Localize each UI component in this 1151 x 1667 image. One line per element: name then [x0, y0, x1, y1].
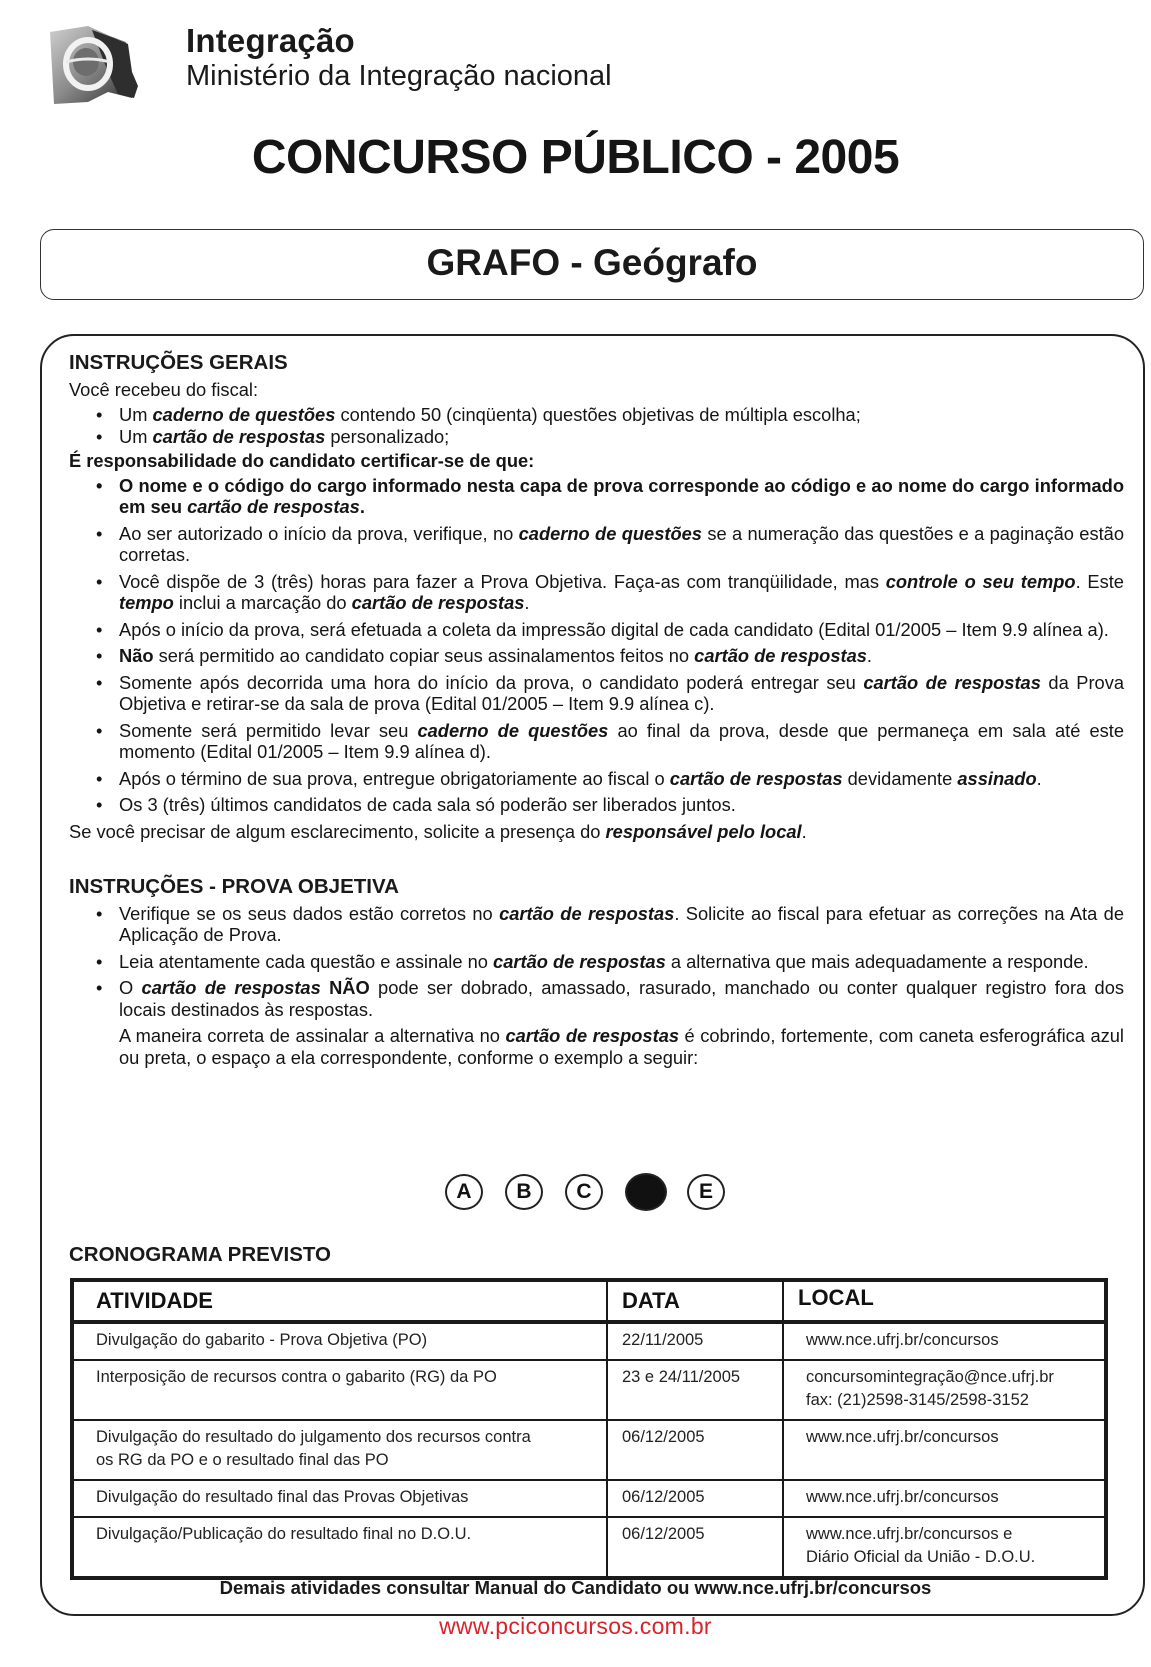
column-header-local: LOCAL	[783, 1280, 1106, 1322]
cell-data: 06/12/2005	[607, 1517, 783, 1578]
flag-logo-icon	[48, 22, 140, 106]
help-note: Se você precisar de algum esclarecimento, solicite a presença do responsável pelo local.	[69, 820, 807, 842]
bubble-a: A	[445, 1174, 483, 1210]
cell-local: www.nce.ufrj.br/concursos	[783, 1480, 1106, 1517]
received-intro: Você recebeu do fiscal:	[69, 378, 259, 400]
cell-atividade: Divulgação do resultado do julgamento dos recursos contra os RG da PO e o resultado final das PO	[72, 1420, 607, 1480]
bullet-icon: •	[96, 474, 103, 496]
received-list	[69, 404, 1124, 447]
cell-local: www.nce.ufrj.br/concursos	[783, 1322, 1106, 1360]
list-item: • Leia atentamente cada questão e assinale no cartão de respostas a alternativa que mais adequadamente a responde.	[96, 950, 1089, 972]
bullet-icon: •	[96, 645, 103, 666]
cell-data: 06/12/2005	[607, 1480, 783, 1517]
bullet-icon: •	[96, 719, 103, 741]
objective-instructions-heading: INSTRUÇÕES - PROVA OBJETIVA	[69, 875, 399, 898]
table-row	[72, 1517, 1106, 1578]
example-answer-bubbles	[445, 1174, 735, 1212]
column-header-data: DATA	[607, 1280, 783, 1322]
table-row	[72, 1480, 1106, 1517]
bullet-icon: •	[96, 977, 103, 998]
objective-list	[69, 903, 1124, 1021]
instructions-content	[69, 352, 1124, 1068]
schedule-heading: CRONOGRAMA PREVISTO	[69, 1243, 331, 1266]
bullet-icon: •	[96, 570, 103, 592]
bullet-icon: •	[96, 404, 103, 425]
bullet-icon: •	[96, 902, 103, 924]
cell-atividade: Divulgação/Publicação do resultado final no D.O.U.	[72, 1517, 607, 1578]
cell-atividade: Divulgação do gabarito - Prova Objetiva (PO)	[72, 1322, 607, 1360]
cell-data: 23 e 24/11/2005	[607, 1360, 783, 1420]
bullet-icon: •	[96, 425, 103, 447]
table-row	[72, 1420, 1106, 1480]
bullet-icon: •	[96, 618, 103, 640]
marking-note: A maneira correta de assinalar a alternativa no cartão de respostas é cobrindo, fortemente, com caneta esferográfica azul ou preta, o espaço a ela correspondente, conforme o exemplo a seguir:	[119, 1025, 1124, 1068]
cell-data: 22/11/2005	[607, 1322, 783, 1360]
list-item: • O cartão de respostas NÃO pode ser dobrado, amassado, rasurado, manchado ou conter qualquer registro fora dos locais destinados às respostas.	[96, 977, 1124, 1020]
watermark-link[interactable]: www.pciconcursos.com.br	[439, 1613, 712, 1639]
cell-atividade: Interposição de recursos contra o gabarito (RG) da PO	[72, 1360, 607, 1420]
cell-local: www.nce.ufrj.br/concursos e Diário Oficial da União - D.O.U.	[806, 1525, 1036, 1566]
schedule-footer-note: Demais atividades consultar Manual do Candidato ou www.nce.ufrj.br/concursos	[219, 1577, 932, 1598]
list-item: • Um caderno de questões contendo 50 (cinqüenta) questões objetivas de múltipla escolha;	[96, 404, 861, 425]
role-title: GRAFO - Geógrafo	[426, 242, 758, 283]
schedule-table	[70, 1278, 1108, 1580]
list-item: • Após o término de sua prova, entregue obrigatoriamente ao fiscal o cartão de respostas devidamente assinado.	[96, 767, 1042, 789]
cell-local: concursomintegração@nce.ufrj.br fax: (21)2598-3145/2598-3152	[783, 1360, 1106, 1420]
bullet-icon: •	[96, 794, 103, 815]
brand-title: Integração	[186, 22, 355, 59]
bullet-icon: •	[96, 522, 103, 544]
bubble-d-filled	[625, 1173, 667, 1211]
cell-data: 06/12/2005	[607, 1420, 783, 1480]
cell-local: www.nce.ufrj.br/concursos	[783, 1420, 1106, 1480]
cell-atividade: Divulgação do resultado final das Provas Objetivas	[72, 1480, 607, 1517]
table-header-row	[72, 1280, 1106, 1322]
bubble-b: B	[505, 1174, 543, 1210]
bubble-e: E	[687, 1174, 725, 1210]
list-item: • Somente será permitido levar seu caderno de questões ao final da prova, desde que permaneça em sala até este momento (Edital 01/2005 – Item 9.9 alínea d).	[96, 719, 1124, 762]
general-instructions-heading: INSTRUÇÕES GERAIS	[69, 351, 288, 374]
list-item: • Verifique se os seus dados estão corretos no cartão de respostas. Solicite ao fiscal para efetuar as correções na Ata de Aplicação de Prova.	[96, 902, 1124, 945]
list-item: • Um cartão de respostas personalizado;	[96, 425, 450, 447]
brand-subtitle: Ministério da Integração nacional	[186, 60, 612, 92]
list-item: • Após o início da prova, será efetuada a coleta da impressão digital de cada candidato (Edital 01/2005 – Item 9.9 alínea a).	[96, 618, 1109, 640]
table-row	[72, 1322, 1106, 1360]
list-item: • Os 3 (três) últimos candidatos de cada sala só poderão ser liberados juntos.	[96, 794, 736, 815]
list-item: • Somente após decorrida uma hora do início da prova, o candidato poderá entregar seu cartão de respostas da Prova Objetiva e retirar-se da sala de prova (Edital 01/2005 – Item 9.9 alínea c).	[96, 671, 1125, 714]
responsibility-intro: É responsabilidade do candidato certificar-se de que:	[69, 450, 535, 471]
table-row	[72, 1360, 1106, 1420]
list-item: • Não será permitido ao candidato copiar seus assinalamentos feitos no cartão de respostas.	[96, 645, 873, 666]
bullet-icon: •	[96, 950, 103, 972]
column-header-atividade: ATIVIDADE	[72, 1280, 607, 1322]
role-box	[40, 229, 1144, 300]
list-item: • O nome e o código do cargo informado nesta capa de prova corresponde ao código e ao nome do cargo informado em seu cartão de respostas.	[96, 474, 1124, 517]
bullet-icon: •	[96, 767, 103, 789]
bullet-icon: •	[96, 671, 103, 693]
bubble-c: C	[565, 1174, 603, 1210]
list-item: • Ao ser autorizado o início da prova, verifique, no caderno de questões se a numeração das questões e a paginação estão corretas.	[96, 522, 1124, 565]
responsibility-list	[69, 475, 1124, 816]
list-item: • Você dispõe de 3 (três) horas para fazer a Prova Objetiva. Faça-as com tranqüilidade, mas controle o seu tempo. Este tempo inclui a marcação do cartão de respostas.	[96, 570, 1124, 613]
page-title: CONCURSO PÚBLICO - 2005	[251, 131, 900, 184]
